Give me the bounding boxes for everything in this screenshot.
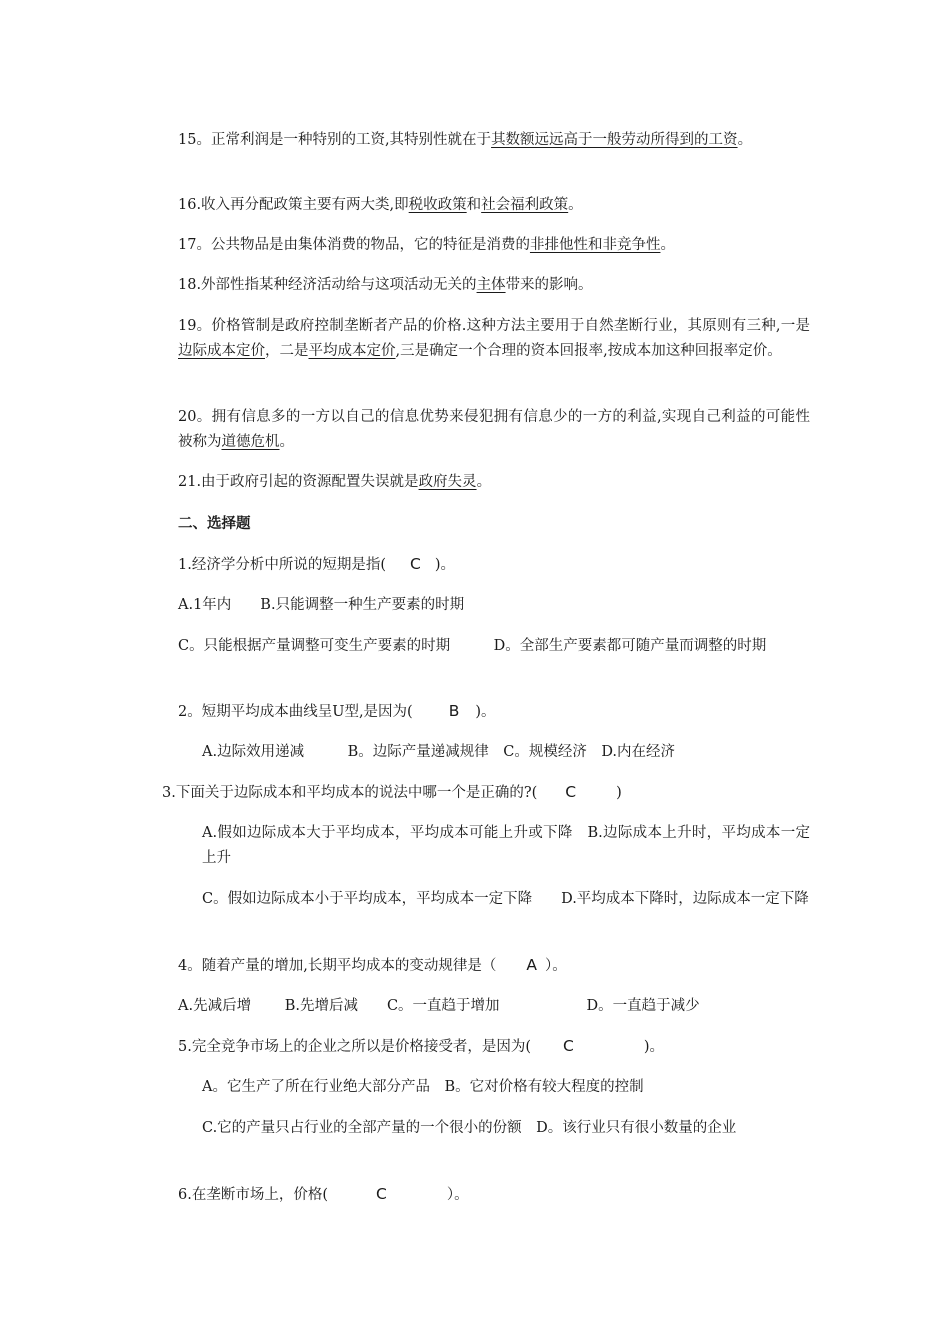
q21-text: 21.由于政府引起的资源配置失误就是 bbox=[178, 474, 419, 490]
q5-options-line-2: C.它的产量只占行业的全部产量的一个很小的份额 D。该行业只有很小数量的企业 bbox=[202, 1120, 737, 1136]
choice-q1 bbox=[144, 552, 810, 578]
q1-stem: 1.经济学分析中所说的短期是指( bbox=[178, 557, 386, 573]
q19-mid: ，二是 bbox=[265, 343, 309, 359]
q4-end: ）。 bbox=[544, 958, 567, 974]
q5-options-line-1: A。它生产了所在行业绝大部分产品 B。它对价格有较大程度的控制 bbox=[202, 1079, 644, 1095]
q21-answer: 政府失灵 bbox=[418, 474, 477, 490]
q16-end: 。 bbox=[568, 197, 583, 213]
q3-stem: 3.下面关于边际成本和平均成本的说法中哪一个是正确的?( bbox=[162, 785, 538, 801]
q2-stem: 2。短期平均成本曲线呈U型,是因为( bbox=[178, 704, 413, 720]
q2-options: A.边际效用递减 B。边际产量递减规律 C。规模经济 D.内在经济 bbox=[202, 744, 676, 760]
fill-q19 bbox=[144, 314, 810, 364]
q18-answer: 主体 bbox=[476, 277, 506, 293]
q17-answer: 非排他性和非竞争性 bbox=[529, 237, 661, 253]
q1-answer: C bbox=[410, 555, 421, 573]
choice-q6 bbox=[144, 1182, 810, 1208]
q16-mid: 和 bbox=[466, 197, 482, 213]
q18-end: 带来的影响。 bbox=[505, 277, 593, 293]
fill-q16 bbox=[144, 193, 810, 218]
choice-q2 bbox=[144, 699, 810, 725]
fill-q17 bbox=[144, 233, 810, 258]
q1-options-line-2: C。只能根据产量调整可变生产要素的时期 D。全部生产要素都可随产量而调整的时期 bbox=[178, 638, 767, 654]
q19-answer-1: 边际成本定价 bbox=[178, 343, 265, 359]
q21-end: 。 bbox=[476, 474, 492, 490]
q19-text: 19。价格管制是政府控制垄断者产品的价格.这种方法主要用于自然垄断行业，其原则有三种,一是 bbox=[178, 318, 810, 334]
fill-q18 bbox=[144, 273, 810, 298]
q19-end: ,三是确定一个合理的资本回报率,按成本加这种回报率定价。 bbox=[395, 343, 782, 359]
q3-answer: C bbox=[565, 783, 577, 801]
q20-text: 20。拥有信息多的一方以自己的信息优势来侵犯拥有信息少的一方的利益,实现自己利益的可能性被称为 bbox=[178, 409, 810, 450]
fill-q20 bbox=[144, 405, 810, 455]
q2-end: )。 bbox=[475, 704, 496, 720]
q15-answer: 其数额远远高于一般劳动所得到的工资 bbox=[491, 132, 738, 148]
q6-end: ）。 bbox=[446, 1187, 469, 1203]
q6-stem: 6.在垄断市场上，价格( bbox=[178, 1187, 328, 1203]
q1-options-line-1: A.1年内 B.只能调整一种生产要素的时期 bbox=[178, 597, 465, 613]
q3-end: ) bbox=[616, 785, 622, 801]
q6-answer: C bbox=[376, 1185, 387, 1203]
q3-options-line-1: A.假如边际成本大于平均成本，平均成本可能上升或下降 B.边际成本上升时，平均成本一定上升 bbox=[202, 825, 810, 866]
section-title: 二、选择题 bbox=[178, 515, 251, 532]
choice-q3 bbox=[144, 780, 810, 806]
q16-answer-2: 社会福利政策 bbox=[481, 197, 569, 213]
q19-answer-2: 平均成本定价 bbox=[308, 343, 396, 359]
fill-q15 bbox=[144, 128, 810, 153]
q16-text: 16.收入再分配政策主要有两大类,即 bbox=[178, 197, 409, 213]
q17-text: 17。公共物品是由集体消费的物品，它的特征是消费的 bbox=[178, 237, 530, 253]
q1-end: )。 bbox=[434, 557, 455, 573]
q4-answer: A bbox=[526, 956, 537, 974]
fill-q21 bbox=[144, 470, 810, 495]
q20-answer: 道德危机 bbox=[221, 434, 280, 450]
q3-options-line-2: C。假如边际成本小于平均成本，平均成本一定下降 D.平均成本下降时，边际成本一定下降 bbox=[202, 891, 809, 907]
q5-answer: C bbox=[563, 1037, 574, 1055]
choice-q4 bbox=[144, 953, 810, 979]
choice-q5 bbox=[144, 1034, 810, 1060]
q15-text: 15。正常利润是一种特别的工资,其特别性就在于 bbox=[178, 132, 492, 148]
q4-options: A.先减后增 B.先增后减 C。一直趋于增加 D。一直趋于减少 bbox=[178, 998, 700, 1014]
q5-stem: 5.完全竞争市场上的企业之所以是价格接受者，是因为( bbox=[178, 1039, 531, 1055]
q18-text: 18.外部性指某种经济活动给与这项活动无关的 bbox=[178, 277, 477, 293]
q4-stem: 4。随着产量的增加,长期平均成本的变动规律是（ bbox=[178, 958, 497, 974]
q5-end: )。 bbox=[643, 1039, 664, 1055]
q16-answer-1: 税收政策 bbox=[408, 197, 467, 213]
q15-end: 。 bbox=[737, 132, 753, 148]
q2-answer: B bbox=[448, 702, 460, 720]
q17-end: 。 bbox=[660, 237, 675, 253]
q20-end: 。 bbox=[279, 434, 294, 450]
